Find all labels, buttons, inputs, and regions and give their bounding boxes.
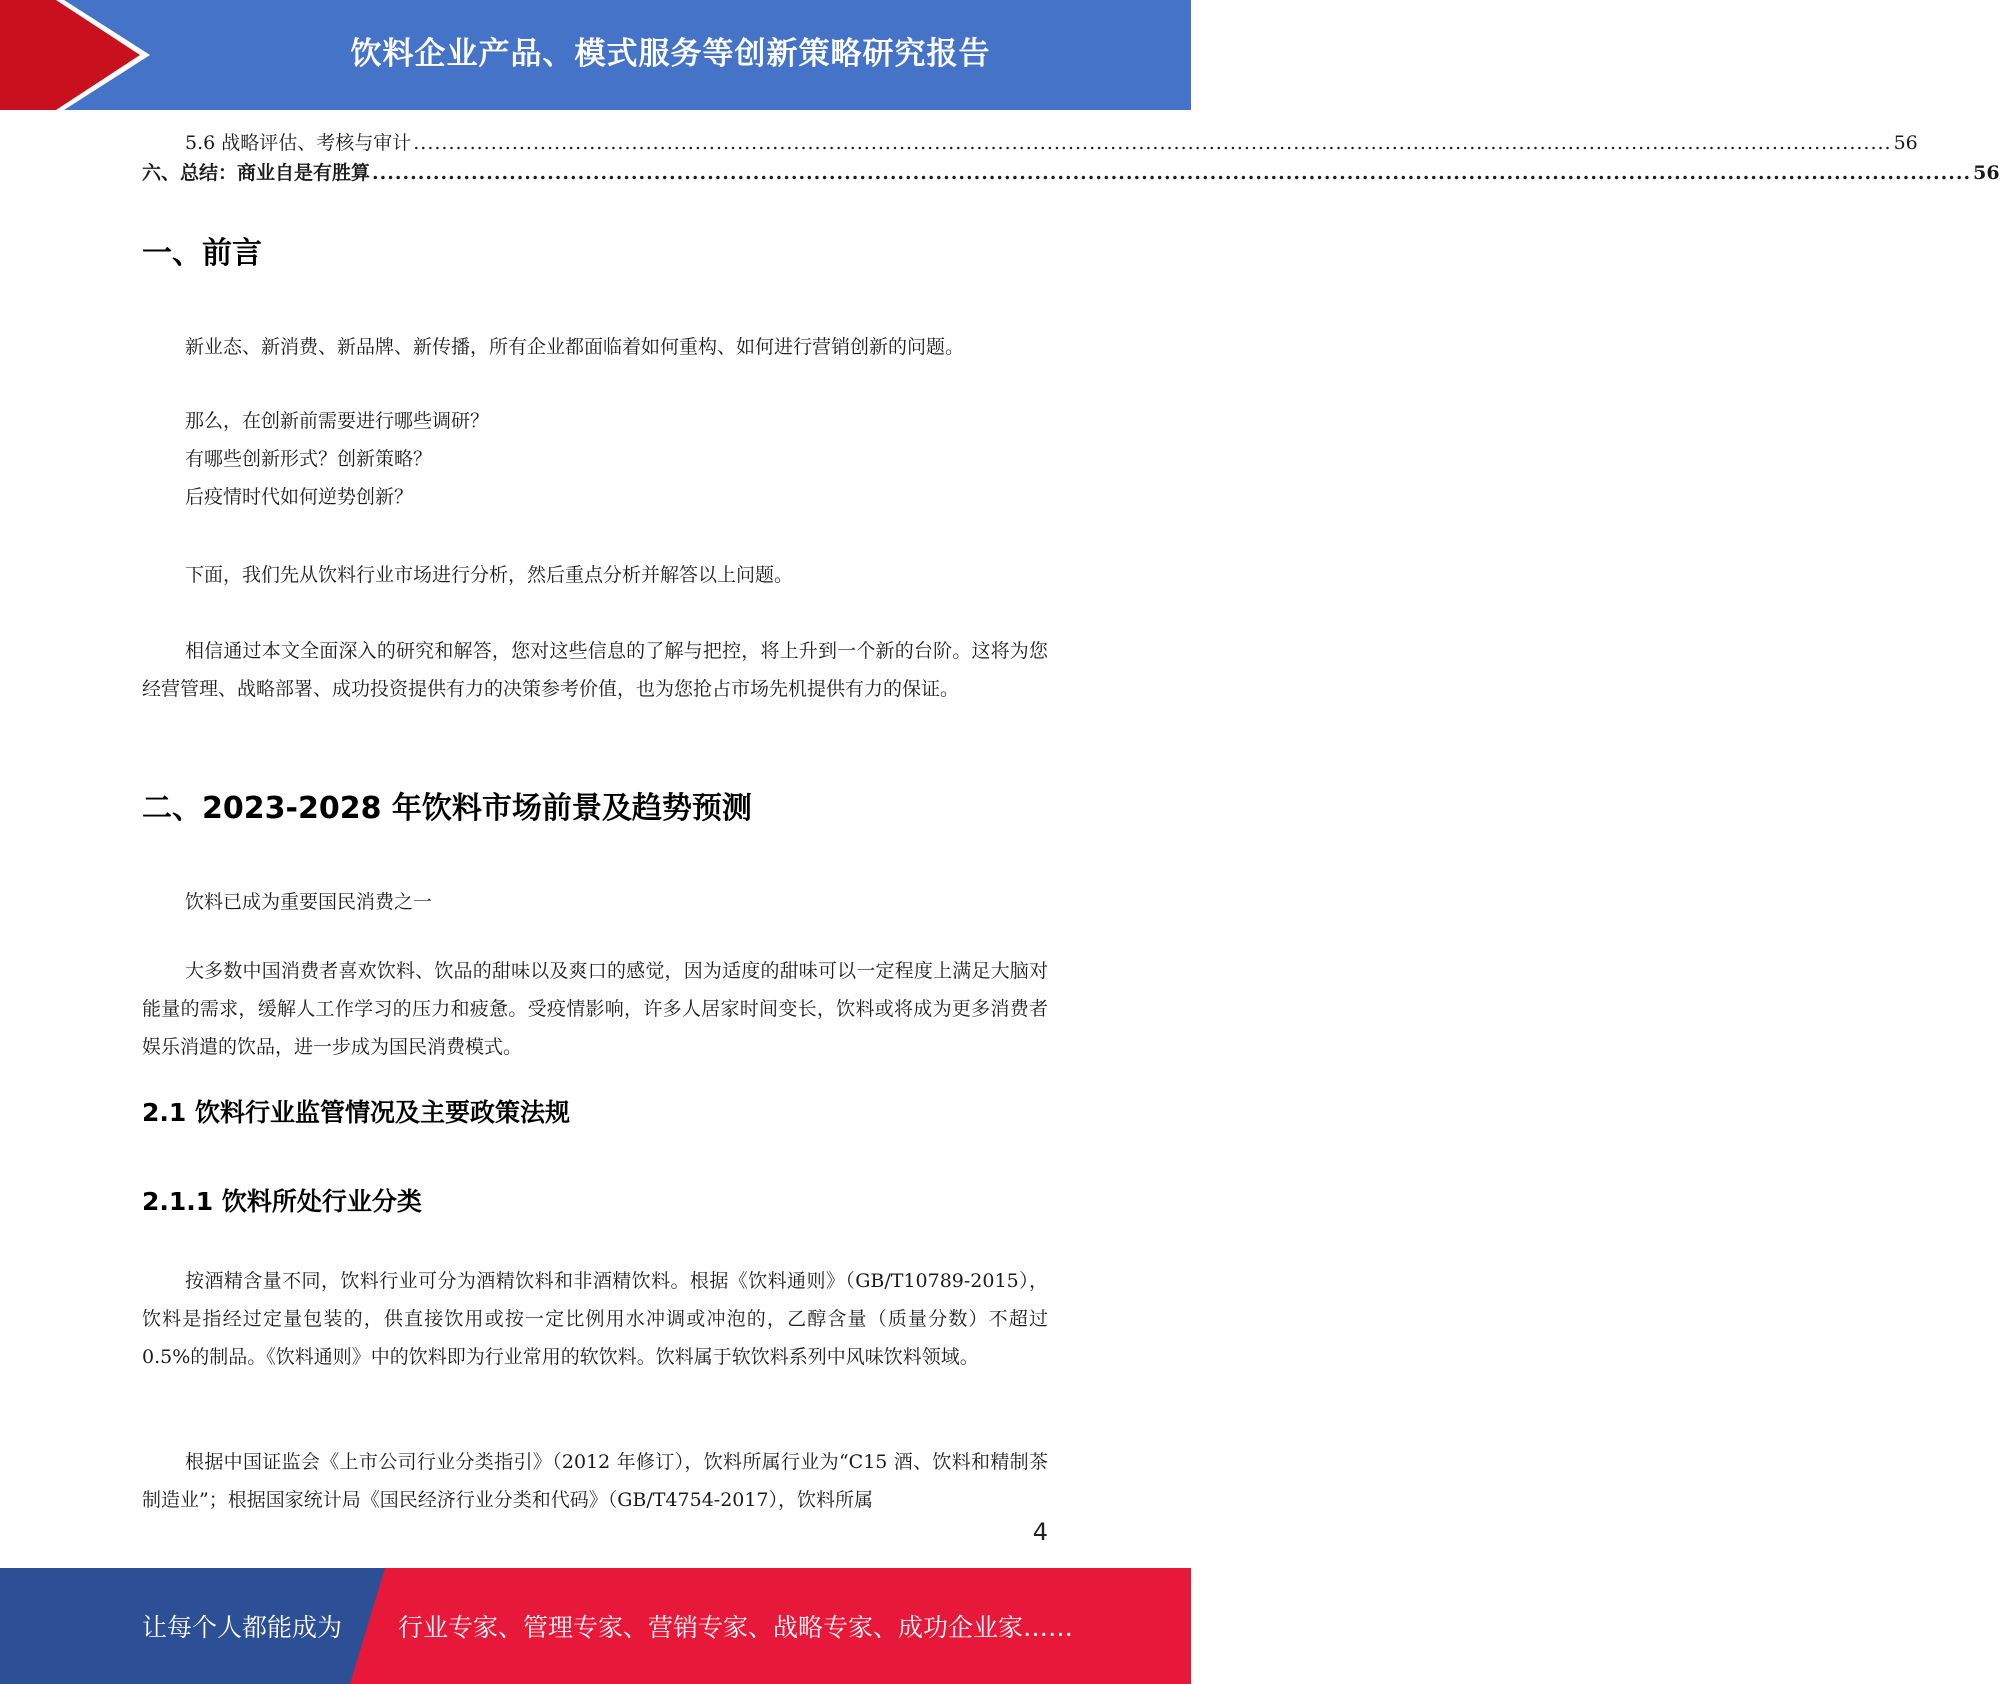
toc-leader: ..................................................................................................................................................................................................................	[372, 162, 1972, 184]
page-header	[0, 0, 1191, 110]
subsection-title: 2.1.1 饮料所处行业分类	[142, 1187, 422, 1216]
question-line: 那么，在创新前需要进行哪些调研？	[185, 410, 490, 432]
paragraph: 按酒精含量不同，饮料行业可分为酒精饮料和非酒精饮料。根据《饮料通则》（GB/T10789-2015），饮料是指经过定量包装的，供直接饮用或按一定比例用水冲调或冲泡的，乙醇含量（质量分数）不超过 0.5%的制品。《饮料通则》中的饮料即为行业常用的软饮料。饮料属于软饮料系列中风味饮料领域。	[142, 1270, 1048, 1368]
footer-slogan-right: 行业专家、管理专家、营销专家、战略专家、成功企业家……	[398, 1613, 1074, 1642]
paragraph: 新业态、新消费、新品牌、新传播，所有企业都面临着如何重构、如何进行营销创新的问题。	[185, 336, 965, 358]
question-line: 有哪些创新形式？创新策略？	[185, 448, 433, 470]
question-line: 后疫情时代如何逆势创新？	[185, 486, 414, 508]
toc-entry-page: 56	[1893, 132, 1918, 154]
page-number: 4	[1032, 1518, 1048, 1546]
toc-entry[interactable]	[185, 128, 1918, 158]
section-title: 一、前言	[142, 236, 262, 271]
paragraph: 大多数中国消费者喜欢饮料、饮品的甜味以及爽口的感觉，因为适度的甜味可以一定程度上满足大脑对能量的需求，缓解人工作学习的压力和疲惫。受疫情影响，许多人居家时间变长，饮料或将成为更多消费者娱乐消遣的饮品，进一步成为国民消费模式。	[142, 960, 1048, 1058]
header-title: 饮料企业产品、模式服务等创新策略研究报告	[350, 35, 991, 72]
paragraph: 下面，我们先从饮料行业市场进行分析，然后重点分析并解答以上问题。	[185, 564, 794, 586]
paragraph: 相信通过本文全面深入的研究和解答，您对这些信息的了解与把控，将上升到一个新的台阶。这将为您经营管理、战略部署、成功投资提供有力的决策参考价值，也为您抢占市场先机提供有力的保证。	[142, 640, 1048, 700]
paragraph: 根据中国证监会《上市公司行业分类指引》（2012 年修订），饮料所属行业为“C15 酒、饮料和精制茶制造业”；根据国家统计局《国民经济行业分类和代码》（GB/T4754-2017），饮料所属	[142, 1451, 1048, 1511]
toc-entry-label: 5.6 战略评估、考核与审计	[185, 132, 412, 154]
subsection-title: 2.1 饮料行业监管情况及主要政策法规	[142, 1098, 570, 1127]
footer-slogan-left: 让每个人都能成为	[142, 1613, 343, 1642]
section-title: 二、2023-2028 年饮料市场前景及趋势预测	[142, 791, 752, 826]
paragraph: 饮料已成为重要国民消费之一	[185, 891, 433, 913]
page-footer	[0, 1568, 1191, 1684]
toc-entry[interactable]	[142, 158, 2000, 188]
toc-leader: ..................................................................................................................................................................................................................	[413, 132, 1892, 154]
toc-entry-page: 56	[1973, 162, 2000, 184]
toc-entry-label: 六、总结：商业自是有胜算	[142, 162, 371, 184]
